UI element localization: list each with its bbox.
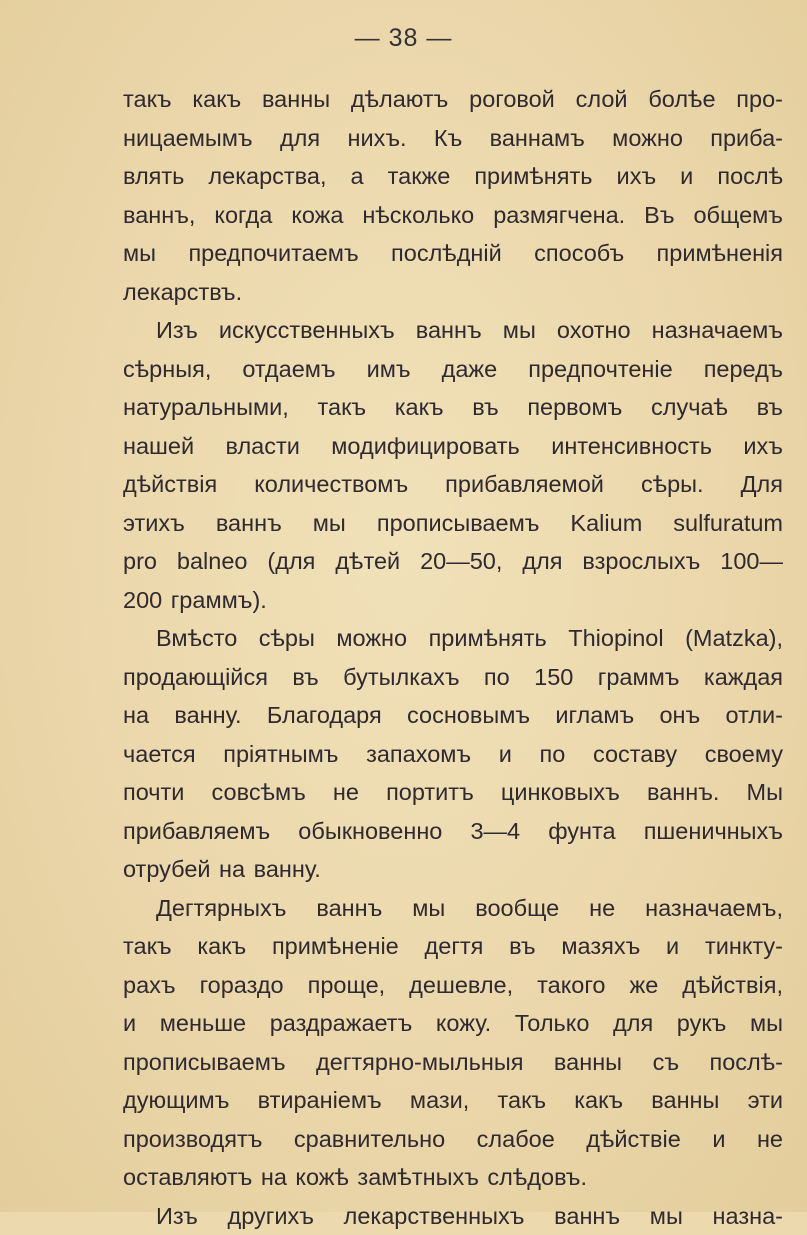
text-line: ницаемымъ для нихъ. Къ ваннамъ можно приба- (123, 119, 783, 158)
text-line: ваннъ, когда кожа нѣсколько размягчена. Въ общемъ (123, 196, 783, 235)
text-line: такъ какъ примѣненіе дегтя въ мазяхъ и тинкту- (123, 927, 783, 966)
paragraph-4 (123, 889, 783, 1197)
text-line: дѣйствія количествомъ прибавляемой сѣры. Для (123, 465, 783, 504)
text-line: оставляютъ на кожѣ замѣтныхъ слѣдовъ. (123, 1158, 783, 1197)
text-line: этихъ ваннъ мы прописываемъ Kalium sulfuratum (123, 504, 783, 543)
text-line: Вмѣсто сѣры можно примѣнять Thiopinol (Matzka), (156, 619, 783, 658)
text-line: pro balneo (для дѣтей 20—50, для взрослыхъ 100— (123, 542, 783, 581)
text-line: Дегтярныхъ ваннъ мы вообще не назначаемъ, (156, 889, 783, 928)
text-line: на ванну. Благодаря сосновымъ игламъ онъ отли- (123, 696, 783, 735)
text-line: дующимъ втираніемъ мази, такъ какъ ванны эти (123, 1081, 783, 1120)
text-line: мы предпочитаемъ послѣдній способъ примѣненія (123, 234, 783, 273)
text-line: Изъ искусственныхъ ваннъ мы охотно назначаемъ (156, 311, 783, 350)
text-line: 200 граммъ). (123, 581, 783, 620)
paragraph-2 (123, 311, 783, 619)
paragraph-5 (123, 1197, 783, 1235)
page-number: — 38 — (0, 24, 807, 53)
text-line: рахъ гораздо проще, дешевле, такого же дѣйствія, (123, 966, 783, 1005)
text-line: такъ какъ ванны дѣлаютъ роговой слой болѣе про- (123, 80, 783, 119)
text-line: продающійся въ бутылкахъ по 150 граммъ каждая (123, 658, 783, 697)
text-line: лекарствъ. (123, 273, 783, 312)
text-line: производятъ сравнительно слабое дѣйствіе и не (123, 1120, 783, 1159)
body-text (123, 80, 783, 1235)
text-line: Изъ другихъ лекарственныхъ ваннъ мы назна- (156, 1197, 783, 1235)
text-line: чается пріятнымъ запахомъ и по составу своему (123, 735, 783, 774)
text-line: отрубей на ванну. (123, 850, 783, 889)
text-line: нашей власти модифицировать интенсивность ихъ (123, 427, 783, 466)
paragraph-3 (123, 619, 783, 889)
text-line: сѣрныя, отдаемъ имъ даже предпочтеніе передъ (123, 350, 783, 389)
text-line: и меньше раздражаетъ кожу. Только для рукъ мы (123, 1004, 783, 1043)
text-line: влять лекарства, а также примѣнять ихъ и послѣ (123, 157, 783, 196)
text-line: прибавляемъ обыкновенно 3—4 фунта пшеничныхъ (123, 812, 783, 851)
text-line: прописываемъ дегтярно-мыльныя ванны съ послѣ- (123, 1043, 783, 1082)
text-line: почти совсѣмъ не портитъ цинковыхъ ваннъ. Мы (123, 773, 783, 812)
text-line: натуральными, такъ какъ въ первомъ случаѣ въ (123, 388, 783, 427)
paragraph-1 (123, 80, 783, 311)
